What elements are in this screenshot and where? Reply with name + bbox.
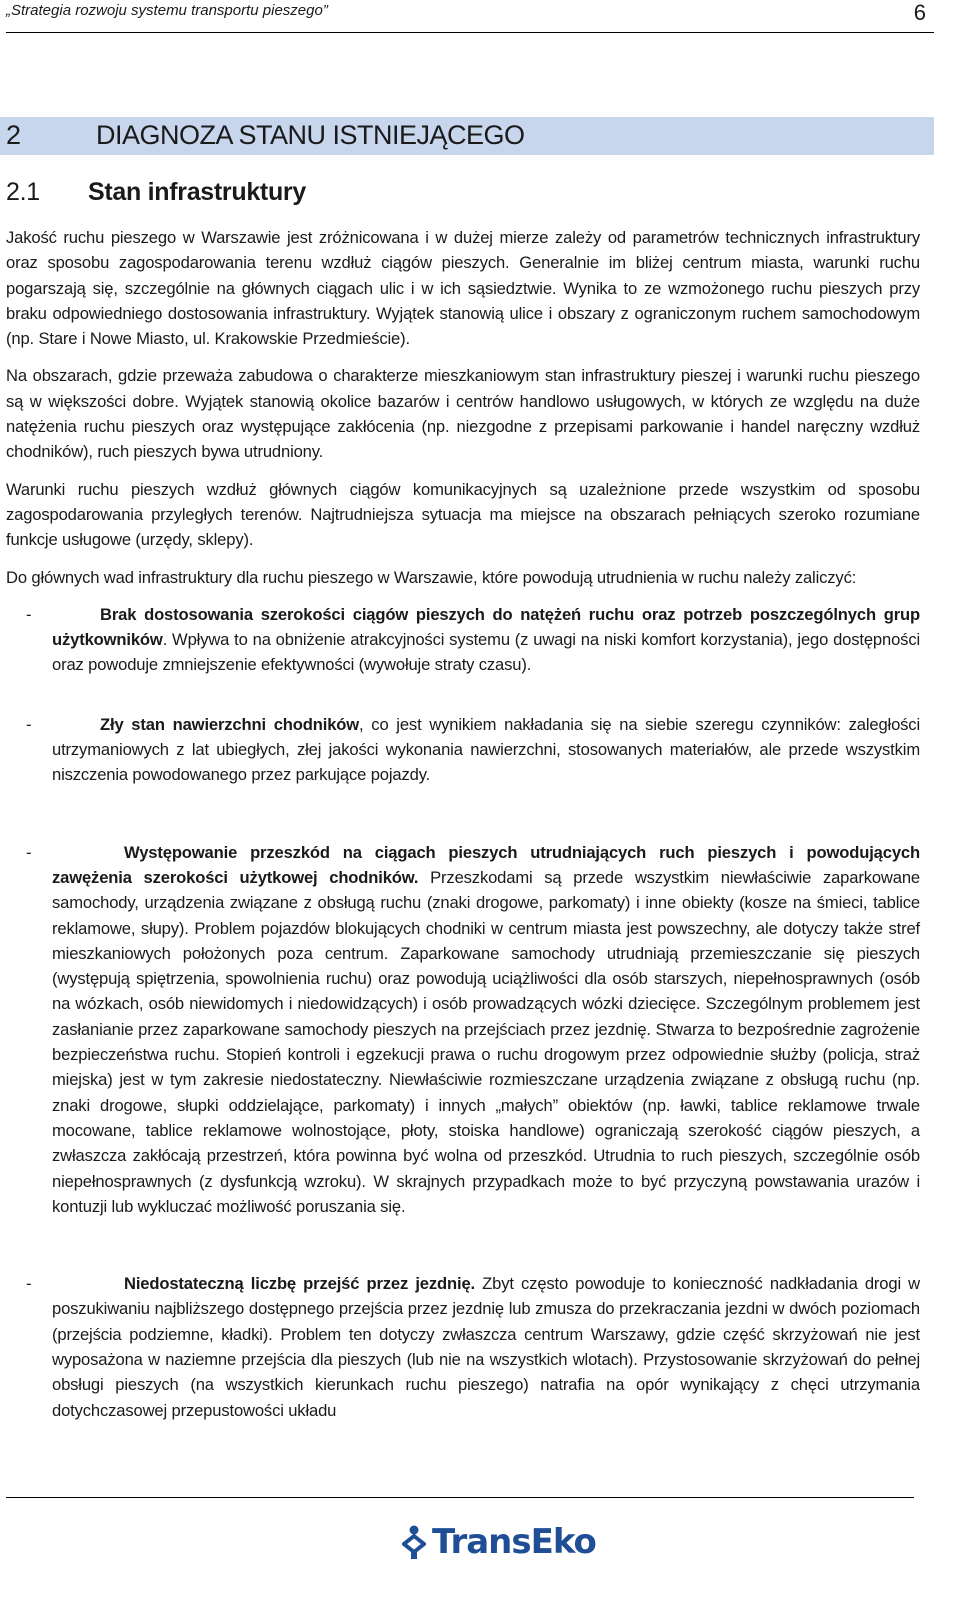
body-text <box>6 225 920 1435</box>
section-heading <box>6 178 306 207</box>
document-title: „Strategia rozwoju systemu transportu pieszego” <box>6 2 328 19</box>
list-item-bold: Niedostateczną liczbę przejść przez jezdnię. <box>124 1274 475 1294</box>
chapter-heading <box>0 117 934 155</box>
footer-divider <box>6 1497 914 1498</box>
logo-text: TransEko <box>432 1522 596 1562</box>
paragraph: Warunki ruchu pieszych wzdłuż głównych ciągów komunikacyjnych są uzależnione przede wszystkim od sposobu zagospodarowania przyległych terenów. Najtrudniejsza sytuacja ma miejsce na obszarach pełniących szeroko rozumiane funkcje usługowe (urzędy, sklepy). <box>6 479 920 550</box>
chapter-number: 2 <box>6 120 22 150</box>
list-dash: - <box>26 842 32 862</box>
list-dash: - <box>26 714 32 734</box>
list-dash: - <box>26 1274 32 1294</box>
list-item-bold: Brak dostosowania szerokości ciągów pieszych do natężeń ruchu oraz potrzeb poszczególnych grup użytkowników <box>52 604 920 650</box>
transeko-logo-icon <box>402 1525 426 1559</box>
chapter-title: DIAGNOZA STANU ISTNIEJĄCEGO <box>96 120 525 150</box>
paragraph: Na obszarach, gdzie przeważa zabudowa o charakterze mieszkaniowym stan infrastruktury pieszej i warunki ruchu pieszego są w większości dobre. Wyjątek stanowią okolice bazarów i centrów handlowo usługowych, w których ze względu na duże natężenia ruchu pieszych oraz występujące zakłócenia (np. niezgodne z przepisami parkowanie i handel naręczny wzdłuż chodników), ruch pieszych bywa utrudniony. <box>6 366 920 462</box>
list-item-text: Zbyt często powoduje to konieczność nadkładania drogi w poszukiwaniu najbliższego dostępnego przejścia przez jezdnię lub zmusza do przekraczania jezdni w dwóch poziomach (przejścia podziemne, kładki). Problem ten dotyczy zwłaszcza centrum Warszawy, gdzie część skrzyżowań nie jest wyposażona w naziemne przejścia dla pieszych (lub nie na wszystkich wlotach). Przystosowanie skrzyżowań do pełnej obsługi pieszych (na wszystkich kierunkach ruchu pieszego) natrafia na opór wynikający z chęci utrzymania dotychczasowej przepustowości układu <box>52 1274 920 1420</box>
list-item <box>6 1271 920 1423</box>
section-title: Stan infrastruktury <box>88 178 306 206</box>
list-dash: - <box>26 604 32 624</box>
list-item <box>6 602 920 678</box>
page-number: 6 <box>913 0 926 25</box>
list-item <box>6 840 920 1219</box>
list-item <box>6 712 920 788</box>
paragraph: Do głównych wad infrastruktury dla ruchu pieszego w Warszawie, które powodują utrudnienia w ruchu należy zaliczyć: <box>6 567 857 587</box>
section-number: 2.1 <box>6 178 40 206</box>
list-item-bold: Zły stan nawierzchni chodników <box>100 714 360 734</box>
paragraph: Jakość ruchu pieszego w Warszawie jest zróżnicowana i w dużej mierze zależy od parametrów technicznych infrastruktury oraz sposobu zagospodarowania terenu wzdłuż ciągów pieszych. Generalnie im bliżej centrum miasta, warunki ruchu pogarszają się, szczególnie na głównych ciągach ulic i w ich sąsiedztwie. Wynika to ze wzmożonego ruchu pieszych przy braku odpowiedniego dostosowania infrastruktury. Wyjątek stanowią ulice i obszary z ograniczonym ruchem samochodowym (np. Stare i Nowe Miasto, ul. Krakowskie Przedmieście). <box>6 228 920 349</box>
list-item-text: , co jest wynikiem nakładania się na siebie szeregu czynników: zaległości utrzymaniowych z lat ubiegłych, złej jakości wykonania nawierzchni, stosowanych materiałów, ale przede wszystkim niszczenia powodowanego przez parkujące pojazdy. <box>52 714 920 785</box>
page-header <box>6 0 934 33</box>
list-item-bold: Występowanie przeszkód na ciągach pieszych utrudniających ruch pieszych i powodujących zawężenia szerokości użytkowej chodników. <box>52 842 920 887</box>
footer-logo <box>402 1522 596 1562</box>
list-item-text: . Wpływa to na obniżenie atrakcyjności systemu (z uwagi na niski komfort korzystania), jego dostępności oraz powoduje zmniejszenie efektywności (wywołuje straty czasu). <box>52 630 920 675</box>
list-item-text: Przeszkodami są przede wszystkim niewłaściwie zaparkowane samochody, urządzenia związane z obsługą ruchu (znaki drogowe, parkomaty) i inne obiekty (kosze na śmieci, tablice reklamowe, słupy). Problem pojazdów blokujących chodniki w centrum miasta jest powszechny, ale dotyczy także stref mieszkaniowych położonych poza centrum. Zaparkowane samochody utrudniają przemieszczanie się pieszych (występują spiętrzenia, spowolnienia ruchu) oraz powodują uciążliwości dla osób starszych, niepełnosprawnych (osób na wózkach, osób niewidomych i niedowidzących) i osób prowadzących wózki dziecięce. Szczególnym problemem jest zasłanianie przez zaparkowane samochody pieszych na przejściach przez jezdnię. Stwarza to bezpośrednie zagrożenie bezpieczeństwa ruchu. Stopień kontroli i egzekucji prawa o ruchu drogowym przez odpowiednie służby (policja, straż miejska) jest w tym zakresie niedostateczny. Niewłaściwie rozmieszczane urządzenia związane z obsługą ruchu (np. znaki drogowe, słupki oddzielające, parkomaty) i innych „małych” obiektów (np. ławki, tablice reklamowe trwale mocowane, tablice reklamowe wolnostojące, płoty, stoiska handlowe) ograniczają szerokość ciągów pieszych, a zwłaszcza zakłócają przestrzeń, która powinna być wolna od przeszkód. Utrudnia to ruch pieszych, szczególnie osób niepełnosprawnych (z dysfunkcją wzroku). W skrajnych przypadkach może to być przyczyną powstawania urazów i kontuzji lub wykluczać możliwość poruszania się. <box>52 867 920 1216</box>
